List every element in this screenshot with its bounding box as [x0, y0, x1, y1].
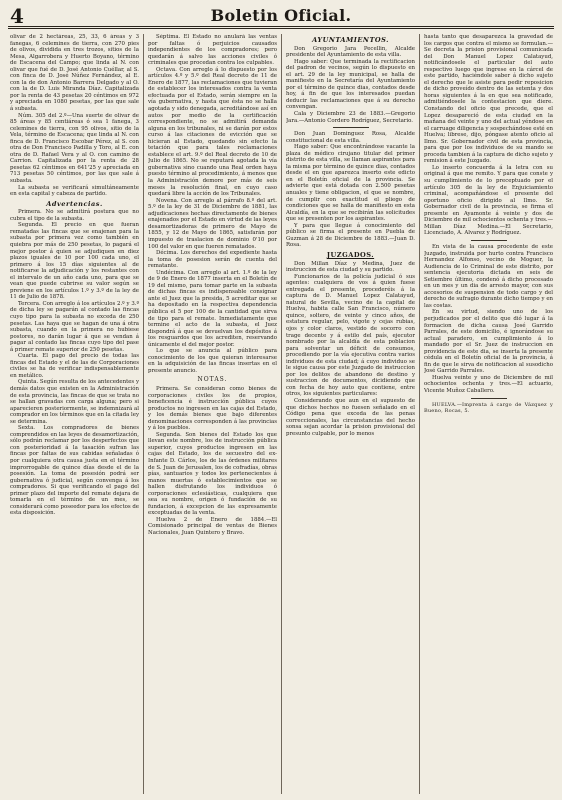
- paragraph: Primera. Se consideran como bienes de corporaciones civiles los de propios, beneficencia é instrucción pública cuyos productos no ingresen en las cajas del Estado, y los demás bienes que bajo diferentes denominaciones corresponden á las provincias y á los pueblos.: [148, 385, 277, 432]
- paragraph: Y para que llegue á conocimiento del público se firma el presente en Puebla de Guzman á 28 de Diciembre de 1883.—Juan D. Rosa.: [286, 222, 415, 249]
- paragraph: Primera. No se admitirá postura que no cubra el tipo de la subasta.: [10, 209, 139, 222]
- page-number: 4: [10, 4, 24, 28]
- page-header: [0, 0, 562, 34]
- paragraph: Octava. Con arreglo á lo dispuesto por los artículos 4.º y 5.º del Real decreto de 11 de Enero de 1877, las reclamaciones que tuvieran de establecer los interesados contra la venta efectuada por el Estado, serán siempre en la vía gubernativa, y hasta que ésta no se halla agotada y sido denegada, acreditándose así en autos por medio de la certificación correspondiente, no se admitirá demanda alguna en los tribunales, ni se darán por estos curso á las citaciones de evicción que se hicieran al Estado, quedando sin efecto la tetación que para tales reclamaciones establece el art. 9.º del Real decreto de 10 de Julio de 1865. No se reputará agotada la vía gubernativa sino cuando una Real orden haya puesto término al procedimiento, á menos que la Administración demore por más de seis meses la resolución final, en cuyo caso quedará libre la acción de los Tribunales.: [148, 66, 277, 198]
- imprint-line: HUELVA.—Imprenta á cargo de Vázquez y Bueno, Rocas, 5.: [424, 401, 553, 415]
- paragraph: Décima. Los derechos del expediente hasta la toma de posesion serán de cuenta del rematante.: [148, 250, 277, 270]
- paragraph: Undécima. Con arreglo al art. 1.º de la ley de 9 de Enero de 1877 inserta en el Boletín de 19 del mismo, para tomar parte en la subasta de dichas fincas es indispensable consignar ante el Juez que la presida, 5 acreditar que se ha depositado en la respectiva dependencia pública el 5 por 100 de la cantidad que sirva de tipo para el remate. Inmediatamente que termine el acto de la subasta, el Juez dispondrá á que se devuelvan los depósitos á los resguardos que los acrediten, reservando únicamente el del mejor postor.: [148, 269, 277, 348]
- paragraph: Huelva veinte y uno de Diciembre de mil ochocientos ochenta y tres.—El actuario, Vicente Muñoz Caballero.: [424, 374, 553, 394]
- paragraph: Lo inserto concuerda á la letra con su original á que me remito. Y para que conste y su cumplimiento de lo preceptuado por el artículo 305 de la ley de Enjuiciamiento criminal, acompañándose el presente del oportuno oficio dirigido al Ilmo. Sr. Gobernador civil de la provincia, se firma el presente en Ayamonte á veinte y dos de Diciembre de mil ochocientos ochenta y tres.—Millan Díaz Medina.—El Secretario, Licenciado, A. Alvarez y Rodríguez.: [424, 164, 553, 237]
- column-1: [10, 34, 139, 794]
- column-4: [424, 34, 553, 794]
- header-rule: [8, 26, 554, 27]
- paragraph: Cala y Diciembre 23 de 1883.—Gregorio Jara.—Antonio Cordero Rodríguez, Secretario.: [286, 111, 415, 124]
- paragraph: Novena. Con arreglo al párrafo 8.º del art. 5.º de la ley de 31 de Diciembre de 1881, las adjudicaciones hechas directamente de bienes enajenados por el Estado en virtud de las leyes desamortizadoras de primero de Mayo de 1855, y 12 de Mayo de 1865, satisfarán por impuesto de traslacion de dominio 0'10 por 100 del valor en que fueren rematados.: [148, 197, 277, 250]
- paragraph: Don Millan Díaz y Medina, Juez de instruccion de esta ciudad y su partido.: [286, 260, 415, 274]
- paragraph: Hago saber: Que encontrándose vacante la plaza de médico cirujano titular del primer distrito de esta villa, se llaman aspirantes para la misma por término de quince dias, contados desde el en que aparezca inserto este edicto en el Boletín oficial de la provincia. Se advierte que está dotada con 2.500 pesetas anuales y tiene obligacion, el que se nombre, de cumplir con exactitud el pliego de condiciones que se halla de manifiesto en esta Alcaldía, en la que se recibirán las solicitudes que se presenten por los aspirantes.: [286, 144, 415, 223]
- section-title-notas: NOTAS.: [197, 376, 228, 384]
- separator-rule: [471, 398, 507, 399]
- paragraph: Segunda. Son bienes del Estado los que llevan este nombre, los de instrucción pública superior, cuyos productos ingresen en las cajas del Estado, los de secuestro del ex-Infante D. Cárlos, los de las órdenes militares de S. Juan de Jerusalen, los de cofradías, obras pías, santuarios y todos los pertenecientes á manos muertas ó establecimientos que se hallen disfrutando los individuos ó corporaciones eclesiásticas, cualquiera que sea su nombre, origen ó fundación de su fundacion, á excepcion de las expresamente exceptuadas de la venta.: [148, 431, 277, 517]
- paragraph: Segunda. El precio en que fueran rematadas las fincas que se enajenan para la subasta por primera vez como también en quiebra por más de 250 pesetas, lo pagará el mejor postor á quien se adjudiquen en diez plazos iguales de 10 por 100 cada uno, el primero á los 15 días siguientes al de notificarse la adjudicación y los restantes con el intervalo de un año cada uno, para que se vean que puede cubrirse su valor según se previene en los artículos 1.º y 3.º de la ley de 11 de Julio de 1878.: [10, 222, 139, 301]
- page-columns: [10, 34, 554, 794]
- section-title-ayuntamientos: AYUNTAMIENTOS.: [312, 36, 389, 44]
- column-2: [148, 34, 277, 794]
- paragraph: La subasta se verificará simultáneamente en esta capital y cabeza de partido.: [10, 184, 139, 198]
- paragraph: Considerando que aun en el supuesto de que dichos hechos no fuesen señalado en el Código pena que exceda de las penas correccionales, las circunstancias del hecho sonsa sejan acordar la prision provisional del presunto culpable, por lo menos: [286, 397, 415, 437]
- paragraph: Séptima. El Estado no anulará las ventas por faltas ó perjuicios causados independientes de los compradores; pero quedarán á salvo las acciones civiles ó criminales que procedan contra los culpables.: [148, 34, 277, 67]
- separator-rule: [471, 240, 507, 241]
- paragraph: Tercera. Con arreglo á los artículos 2.º y 3.º de dicha ley se pagarán al contado las fincas cuyo tipo para la subasta no exceda de 250 pesetas. Las haya que se hagan de una á otra subasta, cuando en la primera no hubiese postores, no darán lugar á que se vendan á pagar al contado las fincas cuyo tipo del pase á primer remate superior de 250 pesetas.: [10, 300, 139, 353]
- paragraph: olivar de 2 hectáreas, 25, 33, 6 áreas y 3 fanegas, 6 celemines de tierra, con 270 pies de olivos, dividida en tres trozos, sitios de la Mesa, Algarrobera y Huerto Boyano, término de Escacena del Campo; que linda al N. con olivar que fué de D. José Antonio Cuéllar, al S. con finca de D. José Núñez Fernández, al E. con la de don Antonio Barrera Delgado y al O. con la de D. Luis Miranda Díaz. Capitalizada por la renta de 43 pesetas 20 céntimos en 972 y apreciada en 1080 pesetas, por las que sale á subasta.: [10, 34, 139, 113]
- paragraph: Don Gregorio Jara Pecellin, Alcalde presidente del Ayuntamiento de esta villa.: [286, 45, 415, 59]
- paragraph: En su virtud, siendo uno de los perjudicados por el delito que dió lugar á la formacion de dicha causa José Garrido Parrales, de este domicilio, é ignorándose su actual paradero, en cumplimiento á lo mandado por el Sr. Juez de instruccion en providencia de este dia, se inserta la presente cédula en el Boletín oficial de la provincia, á fin de que le sirva de notificacion al susodicho José Garrido Parrales.: [424, 309, 553, 375]
- paragraph: Huelva 2 de Enero de 1884.—El Comisionado principal de ventas de Bienes Nacionales, Juan Quintero y Bravo.: [148, 516, 277, 537]
- paragraph: Lo que se anuncia al público para conocimiento de los que quieran interesarse en la adquisición de las fincas insertas en el presente anuncio.: [148, 348, 277, 374]
- paragraph: Sexta. Los compradores de bienes comprendidos en las leyes de desamortización, sólo podrán reclamar por los desperfectos que con posterioridad á la tasación sufran las fincas por faltas de sus cabidas señaladas ó por cualquiera otra causa justa en el término improrrogable de quince días desde el de la posesión. La toma de posesión podrá ser gubernativa ó judicial, según convenga á los compradores. Si que verificando el pago del primer plazo del importe del remate dejara de tomarla en el término de un mes, se considerará como poseedor para los efectos de esta disposición.: [10, 425, 139, 517]
- paragraph: Hago saber: Que terminada la rectificacion del padron de vecinos, según lo dispuesto en el art. 29 de la ley municipal, se halla de manifiesto en la Secretaría del Ayuntamiento por el término de quince dias, contados desde hoy, á fin de que los interesados puedan deducir las reclamaciones que á su derecho convengan.: [286, 58, 415, 111]
- newspaper-title: Boletin Oficial.: [210, 6, 352, 25]
- paragraph: Núm. 305 del 2.º—Una suerte de olivar de 85 áreas y 85 centiáreas ó sea 1 fanega, 3 celemines de tierra, con 95 olivos, sitio de la Vela, término de Escacena; que linda al N. con finca de D. Francisco Escobar Pérez, al S. con otra de Don Francisco Padilla y Toro, al E. con otra de D. Rafael Vera y al O. con camino de Carrion. Capitalizada por la renta de 28 pesetas 62 céntimos en 641'25 y apreciada en 713 pesetas 50 céntimos, por las que sale á subasta.: [10, 112, 139, 185]
- paragraph: Cuarta. El pago del precio de todas las fincas del Estado y el de las de Corporaciones civiles se ha de verificar indispensablemente en metálico.: [10, 353, 139, 379]
- section-title-advertencias: Advertencias.: [46, 199, 103, 208]
- paragraph: En vista de la causa procedente de este Juzgado, instruida por hurto contra Francisco Hernandez Alfonso, vecino de Moguer, la Audiencia de lo Criminal de este distrito, por sentencia ejecutoria dictada en seis de Setiembre último, condenó á dicho procesado en un mes y un dia de arresto mayor, con sus accesorios de suspension de todo cargo y del derecho de sufragio durante dicho tiempo y en las costas.: [424, 243, 553, 309]
- header-rule: [8, 28, 554, 29]
- paragraph: hasta tanto que desaparezca la gravedad de los cargos que contra el mismo se formulan.—Se decreta la prision provisional comunicada del Don Manuel Lopez Calatayud, notificándosele el particular del auto respectivo luego que ingrese en la cárcel de este partido, haciéndole saber á dicho sujeto el derecho que le asiste para pedir reposicion de dicho proveído dentro de las setenta y dos horas siguientes á la en que sea notificado, admitiéndosele la contestacion que diere. Constando del oficio que precede, que el Lopez desapareció de esta ciudad en la mañana del veinte y uno del actual yéndose en el carruage diligencia y sospechándose esté en Huelva; librese, dijo, póngase atento oficio al Ilmo. Sr. Gobernador civil de esta provincia, para que por los individuos de su mando se proceda tambien á la captura de dicho sujeto y remision á este Juzgado.: [424, 34, 553, 165]
- paragraph: Funcionarios de la policía judicial ó sus agentes: cualquiera de vos á quien fuese entregada el presente, procederéis á la captura de D. Manuel Lopez Calatayud, natural de Sevilla, vecino de la capital de Huelva, habita calle San Francisco, número quince, soltero, de veinte y cinco años, de estatura regular, pelo, vigote y cejas rubias, ojos y color claros, vestido de socorro con trage decente y á estilo del país, ejecutor nombrado por la alcaldía de esta poblacion para solventar un déficit de consumos, procediendo por la vía ejecutiva contra varios individuos de esta ciudad; á cuyo individuo se le sigue causa por este Juzgado de instruccion por los delitos de abandono de destino y sustraccion de documentos, dicidiendo que con fecha de hoy auto que contiene, entre otros, los siguientes particulares:: [286, 273, 415, 398]
- section-title-juzgados: JUZGADOS.: [326, 250, 375, 259]
- paragraph: Don Juan Dominguez Rosa, Alcalde constitucional de esta villa.: [286, 131, 415, 144]
- column-3: [286, 34, 415, 794]
- paragraph: Quinta. Según resulta de los antecedentes y demás datos que existen en la Administración de esta provincia, las fincas de que se trata no se hallan gravadas con carga alguna; pero si aparecieren posteriormente, se indemnizará al comprador en los términos que en la citada ley se determina.: [10, 379, 139, 425]
- separator-rule: [333, 127, 369, 128]
